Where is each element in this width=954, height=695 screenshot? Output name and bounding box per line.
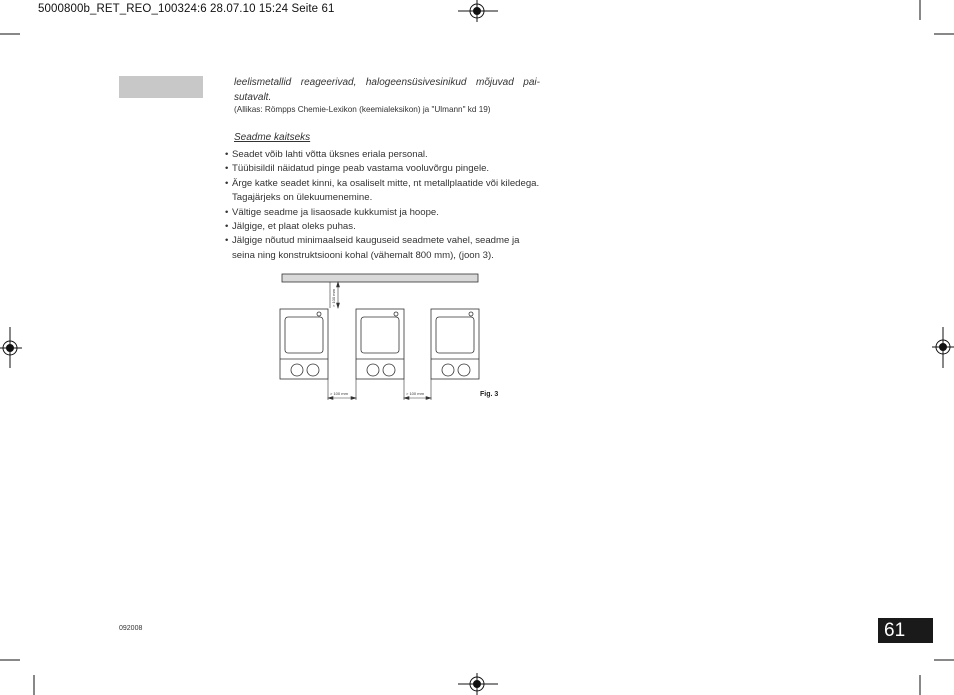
spacing-diagram xyxy=(276,270,546,410)
registration-mark-left xyxy=(0,327,22,368)
registration-mark-right xyxy=(932,327,954,368)
overhead-construction xyxy=(282,274,478,282)
section-marker-box xyxy=(119,76,203,98)
figure-caption: Fig. 3 xyxy=(480,391,499,398)
page-number-tab: 61 xyxy=(878,618,933,643)
safety-list xyxy=(225,148,541,263)
registration-mark-bottom xyxy=(458,673,498,695)
dim-label-left: > 100 mm xyxy=(330,391,348,396)
section-heading: Seadme kaitseks xyxy=(234,132,311,143)
device-3 xyxy=(431,309,479,379)
list-item: • Jälgige nõutud minimaalseid kauguseid seadmete vahel, seadme ja seina ning konstruktsiooni kohal (vähemalt 800 mm), (joon 3). xyxy=(225,234,541,263)
file-info-header: 5000800b_RET_REO_100324:6 28.07.10 15:24 Seite 61 xyxy=(38,3,335,15)
document-code: 092008 xyxy=(119,625,143,632)
list-item: • Vältige seadme ja lisaosade kukkumist ja hoope. xyxy=(225,206,541,220)
list-item: • Seadet võib lahti võtta üksnes eriala personal. xyxy=(225,148,541,162)
intro-paragraph: leelismetallid reageerivad, halogeensüsivesinikud mõjuvad pai- sutavalt. xyxy=(234,77,540,103)
registration-mark-top xyxy=(458,0,498,22)
device-1 xyxy=(280,309,328,379)
list-item: • Tüübisildil näidatud pinge peab vastama vooluvõrgu pingele. xyxy=(225,162,541,176)
list-item: • Ärge katke seadet kinni, ka osaliselt mitte, nt metallplaatide või kiledega. Tagajärjeks on ülekuumenemine. xyxy=(225,177,541,206)
source-citation: (Allikas: Römpps Chemie-Lexikon (keemialeksikon) ja "Ulmann" kd 19) xyxy=(234,105,491,114)
device-2 xyxy=(356,309,404,379)
list-item: • Jälgige, et plaat oleks puhas. xyxy=(225,220,541,234)
dim-label-vertical: > 100 mm xyxy=(331,289,336,307)
dim-label-right: > 100 mm xyxy=(406,391,424,396)
